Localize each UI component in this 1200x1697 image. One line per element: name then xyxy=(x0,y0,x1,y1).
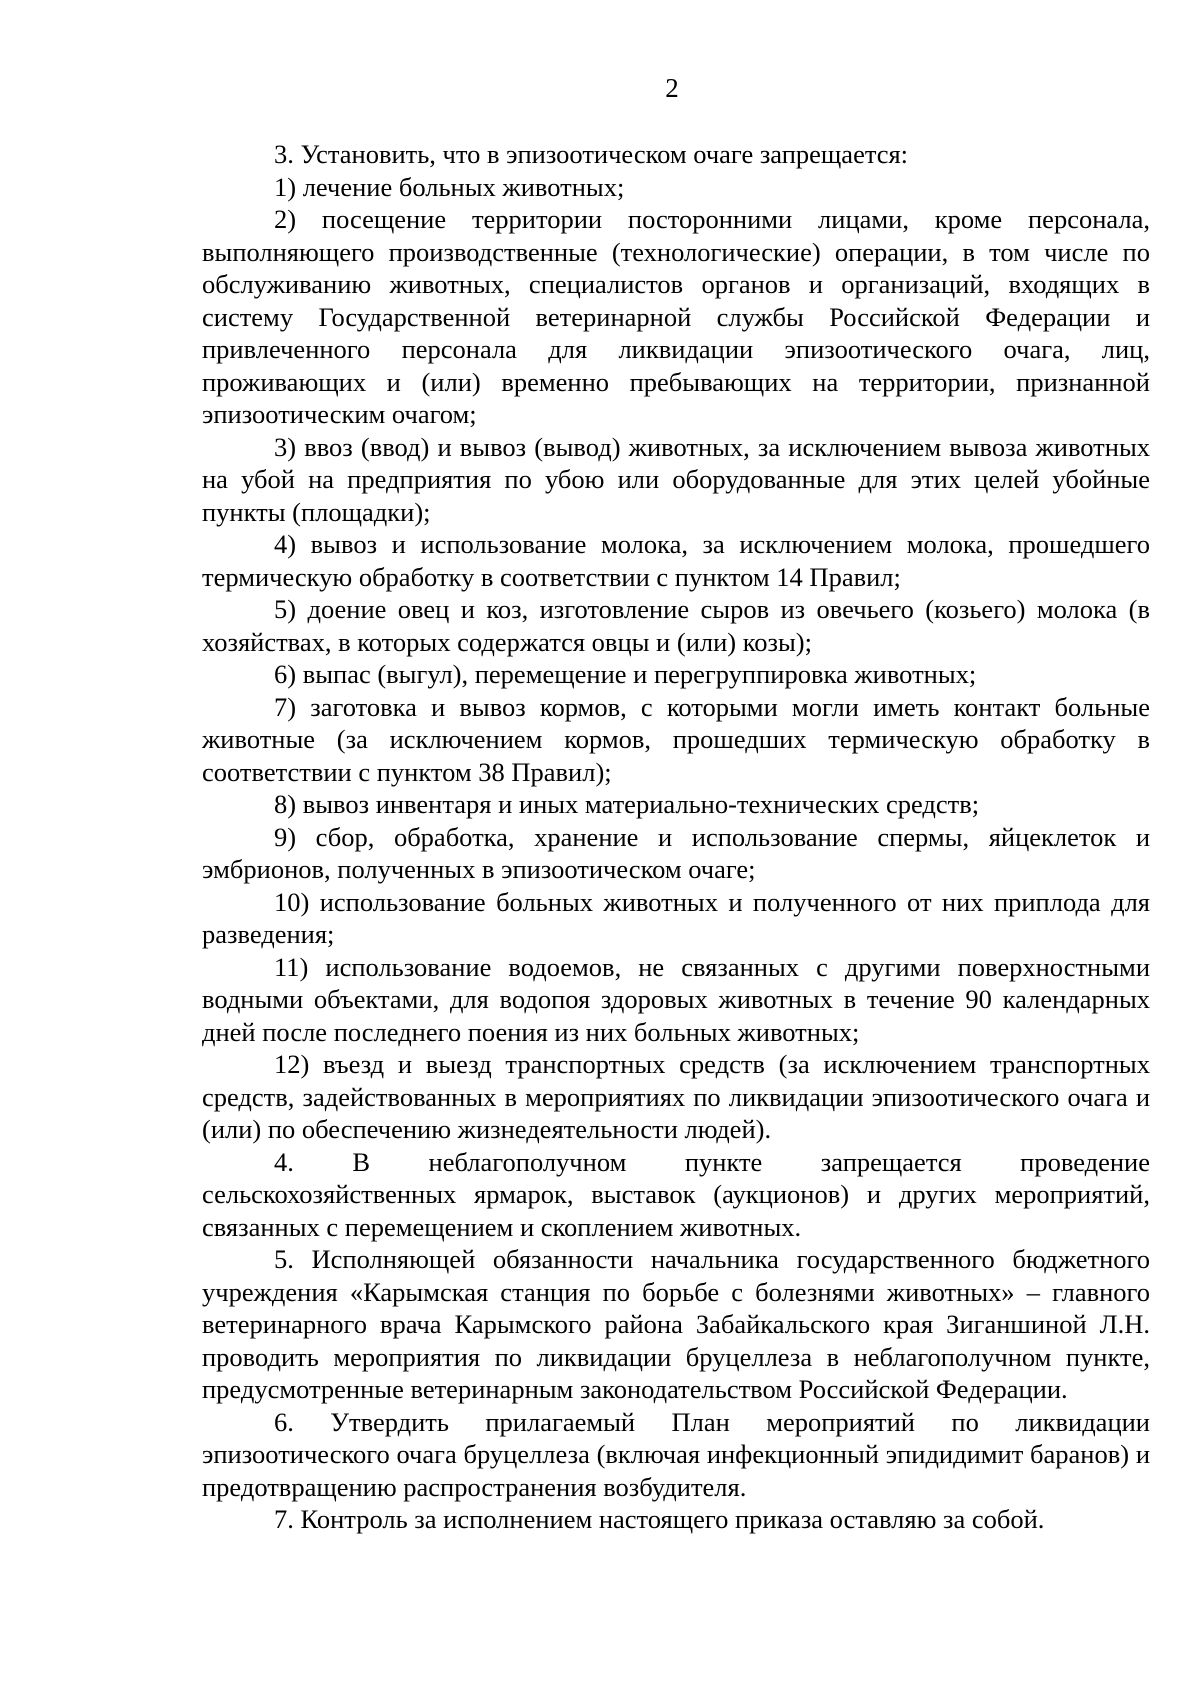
page-number: 2 xyxy=(665,73,679,103)
list-item-3: 3) ввоз (ввод) и вывоз (вывод) животных, за исключением вывоза животных на убой на предприятия по убою или оборудованные для этих целей убойные пункты (площадки); xyxy=(202,431,1150,527)
paragraph-3-heading: 3. Установить, что в эпизоотическом очаге запрещается: xyxy=(274,139,909,169)
list-item-4: 4) вывоз и использование молока, за исключением молока, прошедшего термическую обработку в соответствии с пунктом 14 Правил; xyxy=(202,529,1150,592)
document-body xyxy=(202,138,1150,1536)
paragraph-7: 7. Контроль за исполнением настоящего приказа оставляю за собой. xyxy=(274,1504,1045,1534)
paragraph-4: 4. В неблагополучном пункте запрещается проведение сельскохозяйственных ярмарок, выставок (аукционов) и других мероприятий, связанных с перемещением и скоплением животных. xyxy=(202,1146,1150,1242)
list-item-6: 6) выпас (выгул), перемещение и перегруппировка животных; xyxy=(274,659,977,689)
list-item-7: 7) заготовка и вывоз кормов, с которыми могли иметь контакт больные животные (за исключением кормов, прошедших термическую обработку в соответствии с пунктом 38 Правил); xyxy=(202,691,1150,787)
list-item-2: 2) посещение территории посторонними лицами, кроме персонала, выполняющего производственные (технологические) операции, в том числе по обслуживанию животных, специалистов органов и организаций, входящих в систему Государственной ветеринарной службы Российской Федерации и привлеченного персонала для ликвидации эпизоотического очага, лиц, проживающих и (или) временно пребывающих на территории, признанной эпизоотическим очагом; xyxy=(202,204,1150,429)
list-item-1: 1) лечение больных животных; xyxy=(274,171,625,202)
paragraph-6: 6. Утвердить прилагаемый План мероприятий по ликвидации эпизоотического очага бруцеллеза (включая инфекционный эпидидимит баранов) и предотвращению распространения возбудителя. xyxy=(202,1406,1150,1502)
list-item-11: 11) использование водоемов, не связанных с другими поверхностными водными объектами, для водопоя здоровых животных в течение 90 календарных дней после последнего поения из них больных животных; xyxy=(202,951,1150,1047)
list-item-8: 8) вывоз инвентаря и иных материально-технических средств; xyxy=(274,789,980,819)
paragraph-5: 5. Исполняющей обязанности начальника государственного бюджетного учреждения «Карымская станция по борьбе с болезнями животных» – главного ветеринарного врача Карымского района Забайкальского края Зиганшиной Л.Н. проводить мероприятия по ликвидации бруцеллеза в неблагополучном пункте, предусмотренные ветеринарным законодательством Российской Федерации. xyxy=(202,1244,1150,1404)
list-item-9: 9) сбор, обработка, хранение и использование спермы, яйцеклеток и эмбрионов, полученных в эпизоотическом очаге; xyxy=(202,821,1150,884)
list-item-12: 12) въезд и выезд транспортных средств (за исключением транспортных средств, задействованных в мероприятиях по ликвидации эпизоотического очага и (или) по обеспечению жизнедеятельности людей). xyxy=(202,1049,1150,1144)
list-item-5: 5) доение овец и коз, изготовление сыров из овечьего (козьего) молока (в хозяйствах, в которых содержатся овцы и (или) козы); xyxy=(202,594,1150,657)
list-item-10: 10) использование больных животных и полученного от них приплода для разведения; xyxy=(202,886,1150,949)
